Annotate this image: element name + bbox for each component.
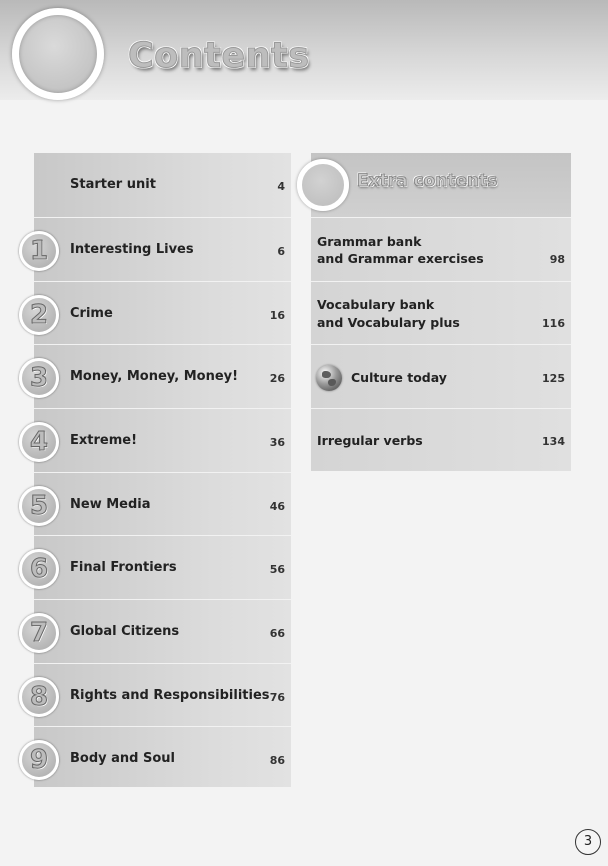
- unit-row-starter[interactable]: [34, 153, 291, 216]
- unit-label: New Media: [70, 497, 151, 512]
- extra-page: 125: [542, 372, 565, 385]
- extra-circle-emblem: [297, 159, 349, 211]
- units-panel: [34, 153, 291, 787]
- unit-row-2[interactable]: [34, 281, 291, 345]
- extra-contents-title: Extra contents: [357, 171, 498, 191]
- extra-contents-header: [311, 153, 571, 217]
- unit-number-badge: 1: [19, 231, 59, 271]
- unit-row-6[interactable]: [34, 535, 291, 599]
- extra-contents-panel: [311, 153, 571, 471]
- extra-page: 134: [542, 435, 565, 448]
- unit-row-4[interactable]: [34, 408, 291, 472]
- extra-label-line1: Irregular verbs: [317, 433, 423, 448]
- unit-page: 86: [269, 754, 285, 767]
- unit-page: 76: [269, 691, 285, 704]
- unit-number-badge: 5: [19, 486, 59, 526]
- extra-row-irregular-verbs[interactable]: [311, 408, 571, 472]
- unit-page: 4: [277, 180, 285, 193]
- unit-label: Rights and Responsibilities: [70, 688, 270, 703]
- unit-label: Global Citizens: [70, 624, 180, 639]
- unit-number-badge: 2: [19, 295, 59, 335]
- extra-row-grammar[interactable]: [311, 217, 571, 281]
- page-number: 3: [575, 829, 601, 855]
- unit-number-badge: 9: [19, 740, 59, 780]
- unit-number-badge: 3: [19, 358, 59, 398]
- unit-label: Extreme!: [70, 433, 137, 448]
- unit-row-3[interactable]: [34, 344, 291, 408]
- unit-page: 26: [269, 372, 285, 385]
- unit-page: 16: [269, 309, 285, 322]
- unit-number-badge: 7: [19, 613, 59, 653]
- unit-label: Money, Money, Money!: [70, 369, 239, 384]
- unit-label: Body and Soul: [70, 751, 176, 766]
- extra-label-line1: Vocabulary bank: [317, 297, 435, 312]
- unit-row-8[interactable]: [34, 663, 291, 727]
- extra-label-line2: and Grammar exercises: [317, 251, 484, 266]
- extra-row-culture[interactable]: [311, 344, 571, 408]
- contents-header: [0, 0, 608, 100]
- extra-label-line1: Grammar bank: [317, 234, 422, 249]
- unit-page: 36: [269, 436, 285, 449]
- header-circle-emblem: [12, 8, 104, 100]
- unit-label: Final Frontiers: [70, 560, 177, 575]
- extra-label-line2: and Vocabulary plus: [317, 315, 460, 330]
- unit-page: 56: [269, 563, 285, 576]
- unit-number-badge: 6: [19, 549, 59, 589]
- unit-label: Starter unit: [70, 177, 156, 192]
- unit-page: 66: [269, 627, 285, 640]
- globe-icon: [316, 365, 342, 391]
- unit-label: Interesting Lives: [70, 242, 194, 257]
- page-title: Contents: [128, 36, 310, 76]
- unit-page: 6: [277, 245, 285, 258]
- unit-row-9[interactable]: [34, 726, 291, 790]
- unit-row-7[interactable]: [34, 599, 291, 663]
- extra-page: 98: [549, 253, 565, 266]
- extra-row-vocabulary[interactable]: [311, 281, 571, 345]
- extra-label-line1: Culture today: [351, 370, 447, 385]
- extra-page: 116: [542, 317, 565, 330]
- unit-page: 46: [269, 500, 285, 513]
- unit-row-5[interactable]: [34, 472, 291, 536]
- unit-number-badge: 8: [19, 677, 59, 717]
- unit-row-1[interactable]: [34, 217, 291, 281]
- unit-number-badge: 4: [19, 422, 59, 462]
- unit-label: Crime: [70, 306, 113, 321]
